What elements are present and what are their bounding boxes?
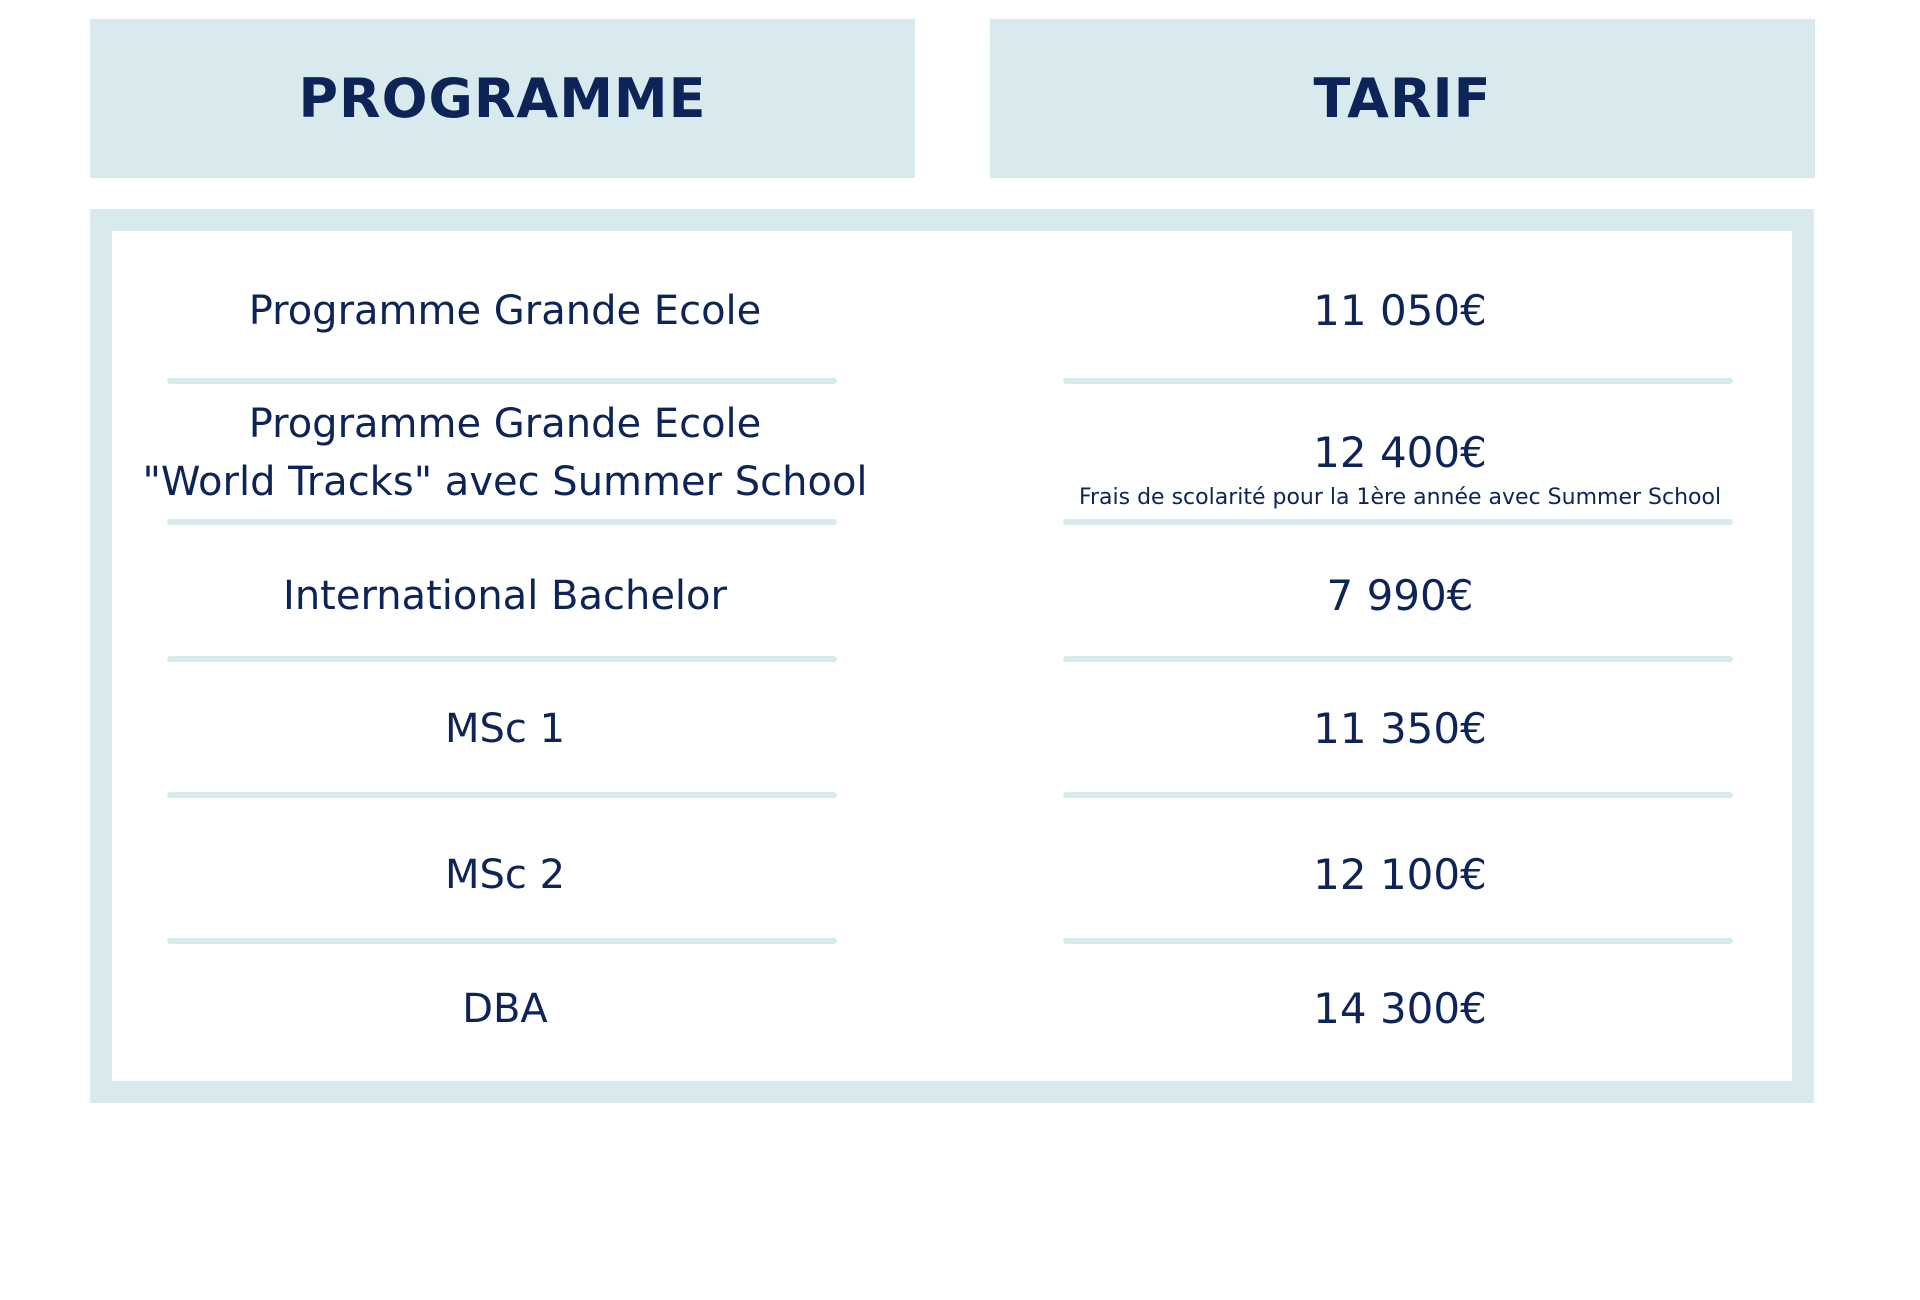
tarif-cell: 12 400€: [1313, 428, 1487, 477]
row-divider: [167, 378, 837, 384]
row-divider: [1063, 378, 1733, 384]
programme-cell: International Bachelor: [283, 573, 727, 619]
programme-cell-line2: "World Tracks" avec Summer School: [142, 459, 868, 505]
row-divider: [167, 938, 837, 944]
row-divider: [167, 656, 837, 662]
programme-cell: MSc 2: [444, 852, 566, 898]
tarif-cell: 12 100€: [1313, 850, 1487, 899]
header-programme: [90, 19, 915, 178]
row-divider: [167, 792, 837, 798]
tarif-note: Frais de scolarité pour la 1ère année avec Summer School: [1078, 485, 1722, 510]
programme-cell: MSc 1: [444, 706, 566, 752]
row-divider: [1063, 792, 1733, 798]
header-programme-label: PROGRAMME: [298, 67, 707, 130]
programme-cell: DBA: [462, 986, 548, 1032]
header-tarif-label: TARIF: [1313, 67, 1492, 130]
row-divider: [1063, 519, 1733, 525]
tarif-cell: 11 050€: [1313, 286, 1487, 335]
tarif-cell: 7 990€: [1326, 571, 1474, 620]
tarif-cell: 11 350€: [1313, 704, 1487, 753]
tarif-cell: 14 300€: [1313, 984, 1487, 1033]
programme-cell: Programme Grande Ecole: [248, 288, 762, 334]
header-tarif: [990, 19, 1815, 178]
row-divider: [1063, 938, 1733, 944]
row-divider: [167, 519, 837, 525]
row-divider: [1063, 656, 1733, 662]
programme-cell: Programme Grande Ecole: [248, 401, 762, 447]
